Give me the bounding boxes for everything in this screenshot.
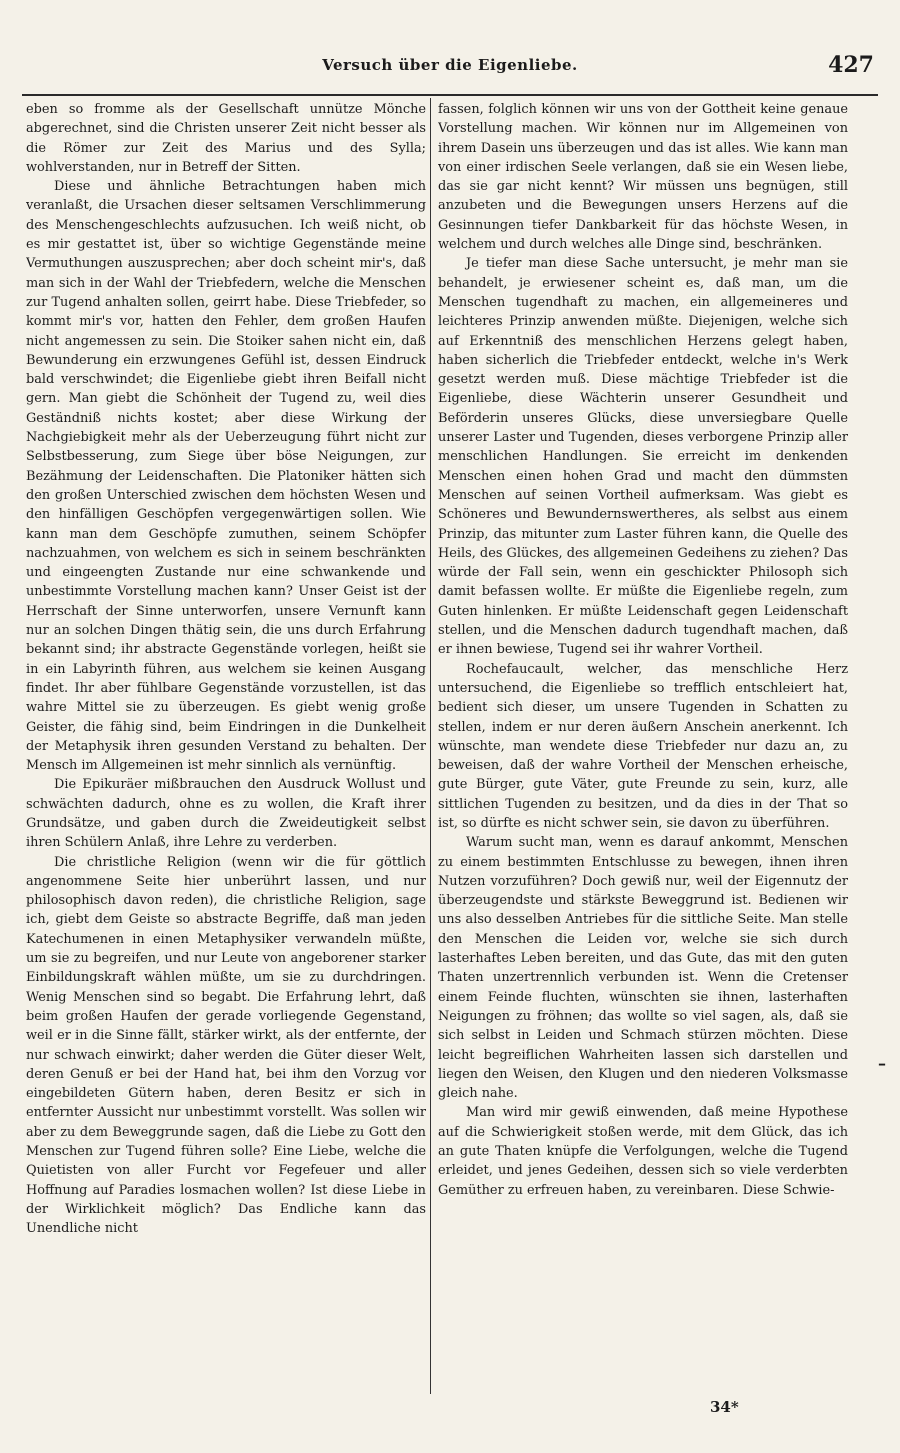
paragraph: Rochefaucault, welcher, das menschliche Herz untersuchend, die Eigenliebe so trefflich entschleiert hat, bedient sich dieser, um unsere Tugenden in Schatten zu stellen, indem er nur deren äußern Anschein anerkennt. Ich wünschte, man wendete diese Triebfeder nur dazu an, zu beweisen, daß der wahre Vortheil der Menschen erheische, gute Bürger, gute Väter, gute Freunde zu sein, kurz, alle sittlichen Tugenden zu besitzen, und da dies in der That so ist, so dürfte es nicht schwer sein, sie davon zu überführen. (438, 661, 848, 831)
signature-mark: 34* (710, 1398, 739, 1416)
left-column (26, 100, 426, 1418)
margin-dash: – (878, 1054, 886, 1073)
page-header (22, 52, 878, 92)
column-divider (430, 98, 431, 1394)
paragraph: Je tiefer man diese Sache untersucht, je mehr man sie behandelt, je erwiesener scheint es, daß man, um die Menschen tugendhaft zu machen, ein allgemeineres und leichteres Prinzip anwenden müßte. Diejenigen, welche sich auf Erkenntniß des menschlichen Herzens gelegt haben, haben sicherlich die Triebfeder entdeckt, welche in's Werk gesetzt werden muß. Diese mächtige Triebfeder ist die Eigenliebe, diese Wächterin unserer Gesundheit und Beförderin unseres Glücks, diese unversiegbare Quelle unserer Laster und Tugenden, dieses verborgene Prinzip aller menschlichen Handlungen. Sie erreicht im denkenden Menschen einen hohen Grad und macht den dümmsten Menschen auf seinen Vortheil aufmerksam. Was giebt es Schöneres und Bewundernswertheres, als selbst aus einem Prinzip, das mitunter zum Laster führen kann, die Quelle des Heils, des Glückes, des allgemeinen Gedeihens zu ziehen? Das würde der Fall sein, wenn ein geschickter Philosoph sich damit befassen wollte. Er müßte die Eigenliebe regeln, zum Guten hinlenken. Er müßte Leidenschaft gegen Leidenschaft stellen, und die Menschen dadurch tugendhaft machen, daß er ihnen bewiese, Tugend sei ihr wahrer Vortheil. (438, 256, 848, 658)
page-number: 427 (828, 52, 874, 78)
paragraph: Die christliche Religion (wenn wir die für göttlich angenommene Seite hier unberührt lassen, und nur philosophisch davon reden), die christliche Religion, sage ich, giebt dem Geiste so abstracte Begriffe, daß man jeden Katechumenen in einen Metaphysiker verwandeln müßte, um sie zu begreifen, und nur Leute von angeborener starker Einbildungskraft wählen müßte, um sie zu durchdringen. Wenig Menschen sind so begabt. Die Erfahrung lehrt, daß beim großen Haufen der gerade vorliegende Gegenstand, weil er in die Sinne fällt, stärker wirkt, als der entfernte, der nur schwach einwirkt; daher werden die Güter dieser Welt, deren Genuß er bei der Hand hat, bei ihm den Vorzug vor eingebildeten Gütern haben, deren Besitz er sich in entfernter Aussicht nur unbestimmt vorstellt. Was sollen wir aber zu dem Beweggrunde sagen, daß die Liebe zu Gott den Menschen zur Tugend führen solle? Eine Liebe, welche die Quietisten von aller Furcht vor Fegefeuer und aller Hoffnung auf Paradies losmachen wollen? Ist diese Liebe in der Wirklichkeit möglich? Das Endliche kann das Unendliche nicht (26, 854, 426, 1237)
paragraph: Warum sucht man, wenn es darauf ankommt, Menschen zu einem bestimmten Entschlusse zu bewegen, ihnen ihren Nutzen vorzuführen? Doch gewiß nur, weil der Eigennutz der überzeugendste und stärkste Beweggrund ist. Bedienen wir uns also desselben Antriebes für die sittliche Seite. Man stelle den Menschen die Leiden vor, welche sie sich durch lasterhaftes Leben bereiten, und das Gute, das mit den guten Thaten unzertrennlich verbunden ist. Wenn die Cretenser einem Feinde fluchten, wünschten sie ihnen, lasterhaften Neigungen zu fröhnen; das wollte so viel sagen, als, daß sie sich selbst in Leiden und Schmach stürzen möchten. Diese leicht begreiflichen Wahrheiten lassen sich darstellen und liegen den Weisen, den Klugen und den niederen Volksmasse gleich nahe. (438, 835, 848, 1102)
running-head: Versuch über die Eigenliebe. (322, 56, 578, 74)
paragraph: Diese und ähnliche Betrachtungen haben mich veranlaßt, die Ursachen dieser seltsamen Verschlimmerung des Menschengeschlechts aufzusuchen. Ich weiß nicht, ob es mir gestattet ist, über so wichtige Gegenstände meine Vermuthungen auszusprechen; aber doch scheint mir's, daß man sich in der Wahl der Triebfedern, welche die Menschen zur Tugend anhalten sollen, geirrt habe. Diese Triebfeder, so kommt mir's vor, hatten den Fehler, dem großen Haufen nicht angemessen zu sein. Die Stoiker sahen nicht ein, daß Bewunderung ein erzwungenes Gefühl ist, dessen Eindruck bald verschwindet; die Eigenliebe giebt ihren Beifall nicht gern. Man giebt die Schönheit der Tugend zu, weil dies Geständniß nichts kostet; aber diese Wirkung der Nachgiebigkeit mehr als der Ueberzeugung führt nicht zur Selbstbesserung, zum Siege über böse Neigungen, zur Bezähmung der Leidenschaften. Die Platoniker hätten sich den großen Unterschied zwischen dem höchsten Wesen und den hinfälligen Geschöpfen vergegenwärtigen sollen. Wie kann man dem Geschöpfe zumuthen, seinem Schöpfer nachzuahmen, von welchem es sich in seinem beschränkten und eingeengten Zustande nur eine schwankende und unbestimmte Vorstellung machen kann? Unser Geist ist der Herrschaft der Sinne unterworfen, unsere Vernunft kann nur an solchen Dingen thätig sein, die uns durch Erfahrung bekannt sind; ihr abstracte Gegenstände vorlegen, heißt sie in ein Labyrinth führen, aus welchem sie keinen Ausgang findet. Ihr aber fühlbare Gegenstände vorzustellen, ist das wahre Mittel sie zu überzeugen. Es giebt wenig große Geister, die fähig sind, beim Eindringen in die Dunkelheit der Metaphysik ihren gesunden Verstand zu behalten. Der Mensch im Allgemeinen ist mehr sinnlich als vernünftig. (26, 179, 426, 774)
right-column (438, 100, 848, 1418)
header-rule (22, 94, 878, 96)
paragraph: Man wird mir gewiß einwenden, daß meine Hypothese auf die Schwierigkeit stoßen werde, mit dem Glück, das ich an gute Thaten knüpfe die Verfolgungen, welche die Tugend erleidet, und jenes Gedeihen, dessen sich so viele verderbten Gemüther zu erfreuen haben, zu vereinbaren. Diese Schwie- (438, 1105, 848, 1198)
paragraph: fassen, folglich können wir uns von der Gottheit keine genaue Vorstellung machen. Wir können nur im Allgemeinen von ihrem Dasein uns überzeugen und das ist alles. Wie kann man von einer irdischen Seele verlangen, daß sie ein Wesen liebe, das sie gar nicht kennt? Wir müssen uns begnügen, still anzubeten und die Bewegungen unsers Herzens auf die Gesinnungen tiefer Dankbarkeit für das höchste Wesen, in welchem und durch welches alle Dinge sind, beschränken. (438, 102, 848, 253)
paragraph: eben so fromme als der Gesellschaft unnütze Mönche abgerechnet, sind die Christen unserer Zeit nicht besser als die Römer zur Zeit des Marius und des Sylla; wohlverstanden, nur in Betreff der Sitten. (26, 102, 426, 175)
paragraph: Die Epikuräer mißbrauchen den Ausdruck Wollust und schwächten dadurch, ohne es zu wollen, die Kraft ihrer Grundsätze, und gaben durch die Zweideutigkeit selbst ihren Schülern Anlaß, ihre Lehre zu verderben. (26, 777, 426, 851)
